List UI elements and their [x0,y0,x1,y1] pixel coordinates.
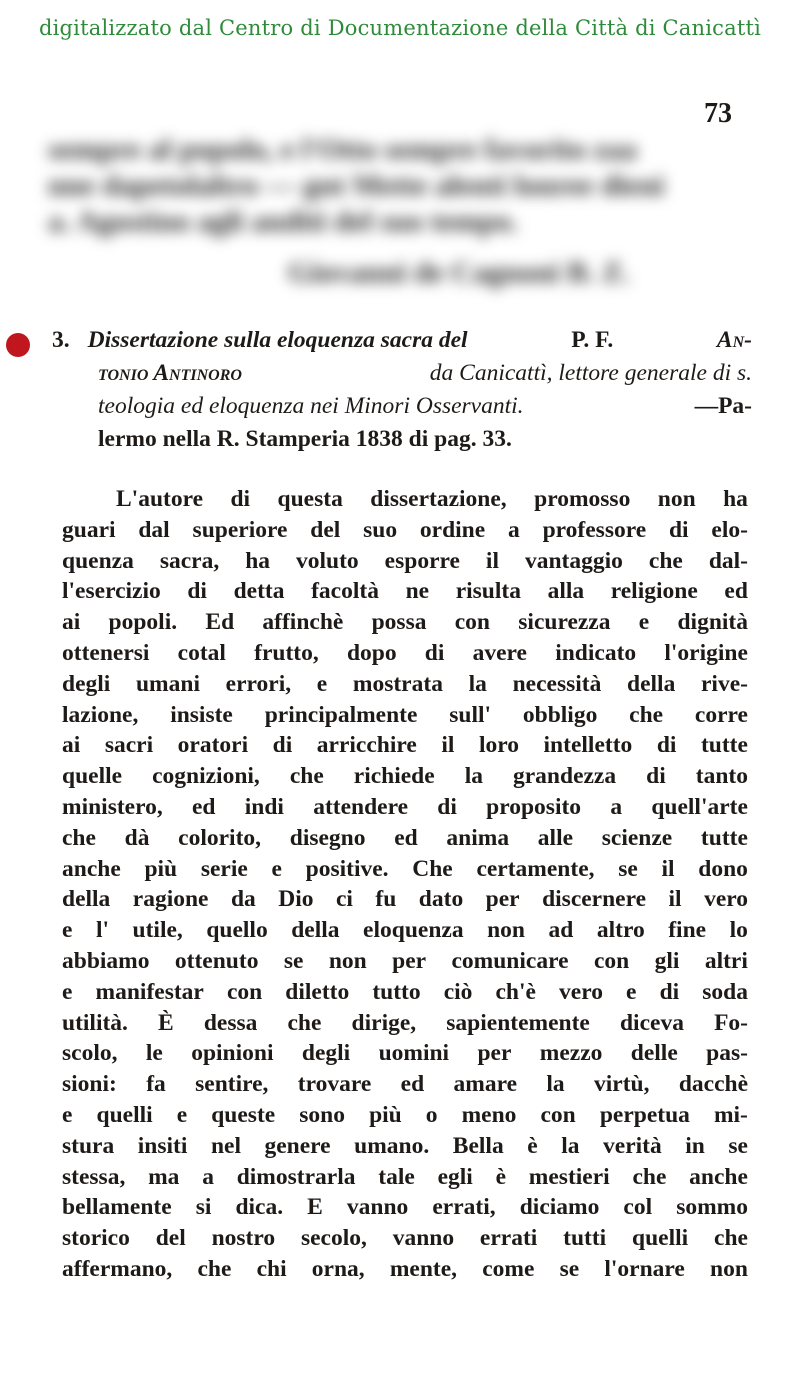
body-word: ma [148,1163,180,1190]
body-word: non [328,947,367,974]
body-line [62,1100,748,1131]
body-word: pas- [706,1040,748,1067]
body-word: necessità [512,670,602,697]
body-word: anche [62,855,121,882]
body-word: tutti [563,1225,607,1252]
body-word: a [610,793,623,820]
body-word: con [593,947,630,974]
body-word: E [307,1194,323,1221]
body-word: sioni: [62,1071,117,1098]
body-word: richiede [353,763,435,790]
body-line [62,946,748,977]
body-word: chi [256,1255,287,1282]
bibliographic-entry [52,324,752,456]
body-word: di [668,516,689,543]
body-word: grandezza [513,763,617,790]
body-word: mente, [389,1255,458,1282]
entry-line-4 [52,423,752,456]
entry-author-initials: P. F. [571,327,614,353]
body-word: Bella [452,1132,504,1159]
body-word: l'origine [664,639,748,666]
body-word: e [176,1101,188,1128]
body-word: dimostrarla [236,1163,356,1190]
body-word: per [477,1040,512,1067]
body-word: e [271,855,282,882]
body-word: verità [603,1132,662,1159]
body-word: con [454,609,490,636]
body-word: l'ornare [604,1255,685,1282]
body-word: il [668,886,682,913]
body-word: il [441,732,455,759]
body-word: ed [400,1071,425,1098]
body-word: se [728,1132,748,1159]
body-word: e [62,1101,73,1128]
body-word: lazione, [62,701,139,728]
body-word: nostro [211,1225,276,1252]
body-word: sicurezza [518,609,611,636]
body-word: delle [630,1040,678,1067]
body-word: ai [62,732,81,759]
body-word: quello [206,917,268,944]
body-word: bellamente [62,1194,172,1221]
body-word: egli [437,1163,473,1190]
body-line [62,792,748,823]
body-word: che [287,1009,322,1036]
body-word: vanno [392,1225,455,1252]
review-body [62,484,748,1285]
body-word: scolo, [62,1040,118,1067]
entry-publication: lermo nella R. Stamperia 1838 di pag. 33. [98,426,512,452]
body-word: altro [596,917,645,944]
redacted-line: sempre al popolo, e l'Otto sempre favorito zaa [48,133,637,166]
body-word: tale [378,1163,415,1190]
body-word: oratori [177,732,249,759]
body-word: suo [363,516,398,543]
body-word: anima [446,824,510,851]
body-word: sacra, [159,547,220,574]
body-word: ministero, [62,793,163,820]
body-word: non [657,486,696,512]
body-word: professore [542,516,647,543]
body-word: discernere [542,886,647,913]
body-word: se [559,1255,580,1282]
body-word: corre [694,701,748,728]
body-word: fu [375,886,397,913]
body-line [62,915,748,946]
body-word: quelli [632,1225,689,1252]
body-word: ed [192,793,216,820]
body-word: ha [245,547,271,574]
body-word: disegno [289,824,366,851]
body-word: mestieri [528,1163,610,1190]
body-line [62,576,748,607]
body-word: di [646,763,666,790]
body-word: che [289,763,324,790]
body-line [62,1069,748,1100]
body-word: se [283,947,304,974]
entry-author-name: tonio Antinoro [98,360,242,386]
body-word: ne [405,578,430,605]
body-word: mi- [713,1101,748,1128]
body-word: opinioni [191,1040,274,1067]
body-word: e [62,917,73,944]
body-word: facoltà [311,578,379,605]
body-word: di [272,732,293,759]
body-word: dissertazione, [370,486,507,512]
body-word: dirige, [351,1009,417,1036]
body-word: sentire, [195,1071,269,1098]
body-word: uomini [378,1040,450,1067]
body-word: l' [95,917,110,944]
entry-line-1 [52,324,752,357]
body-word: degli [301,1040,351,1067]
body-word: ad [548,917,574,944]
body-word: quenza [62,547,134,574]
body-word: loro [478,732,519,759]
body-word: scienze [601,824,673,851]
body-word: eloquenza [363,917,464,944]
body-word: abbiamo [62,947,150,974]
body-word: dal [138,516,170,543]
body-word: risulta [455,578,521,605]
body-word: diletto [285,978,350,1005]
body-word: che [648,547,683,574]
entry-author-origin: da Canicattì, lettore generale di s. [429,360,752,386]
body-word: mezzo [539,1040,603,1067]
body-word: la [464,763,483,790]
body-line [62,761,748,792]
body-word: di [187,578,207,605]
body-word: ragione [132,886,209,913]
body-word: non [710,1255,748,1282]
body-word: amare [453,1071,518,1098]
body-word: la [561,1132,580,1159]
body-word: del [310,516,341,543]
body-word: quelle [62,763,123,790]
body-word: per [485,886,520,913]
body-word: genere [264,1132,331,1159]
body-word: e [626,978,637,1005]
body-word: non [487,917,525,944]
body-word: utilità. [62,1009,128,1036]
body-word: altri [704,947,748,974]
body-word: esporre [384,547,460,574]
body-word: alle [537,824,574,851]
body-word: il [485,547,499,574]
body-word: di [656,732,677,759]
body-word: ordine [419,516,486,543]
body-word: col [623,1194,653,1221]
body-word: fa [146,1071,166,1098]
redacted-paragraph [48,132,748,240]
body-word: possa [371,609,427,636]
body-word: utile, [132,917,183,944]
digitization-watermark: digitalizzato dal Centro di Documentazione della Città di Canicattì [38,16,762,40]
body-word: dignità [677,609,748,636]
body-word: sacri [104,732,154,759]
body-word: obbligo [522,701,598,728]
body-line [62,1192,748,1223]
body-word: diceva [619,1009,684,1036]
body-word: errati [479,1225,538,1252]
body-word: di [659,978,680,1005]
body-word: si [195,1194,212,1221]
body-word: è [527,1132,538,1159]
body-word: errori, [225,670,292,697]
body-word: errati, [432,1194,496,1221]
body-word: il [661,855,675,882]
body-word: indi [244,793,284,820]
body-word: o [425,1101,438,1128]
body-word: a [508,516,520,543]
body-word: ed [724,578,748,605]
body-word: e [638,609,650,636]
body-word: queste [211,1101,276,1128]
body-word: della [291,917,340,944]
body-word: mostrata [352,670,443,697]
body-line [62,1008,748,1039]
body-word: che [714,1225,748,1252]
body-word: comunicare [451,947,569,974]
body-word: alla [547,578,585,605]
body-word: quelli [96,1101,153,1128]
body-word: cotal [177,639,226,666]
body-word: secolo, [300,1225,367,1252]
body-word: sull' [449,701,492,728]
body-word: virtù, [593,1071,650,1098]
body-word: sono [299,1101,345,1128]
body-line [62,638,748,669]
body-word: da [230,886,256,913]
body-word: ottenuto [174,947,259,974]
redacted-line: nne dapetolaltro — gnt Mette alenti lonree dieni [48,169,665,202]
body-word: vero [559,978,603,1005]
body-line [62,1038,748,1069]
body-word: in [685,1132,705,1159]
body-word: del [155,1225,186,1252]
body-word: elo- [711,516,748,543]
body-word: positive. [305,855,389,882]
body-word: per [392,947,427,974]
body-word: avere [472,639,527,666]
body-word: ch'è [495,978,536,1005]
body-line [62,854,748,885]
body-word: è [495,1163,507,1190]
body-word: la [546,1071,565,1098]
body-word: guari [62,516,116,543]
body-word: tutte [700,824,748,851]
body-word: sapientemente [446,1009,590,1036]
body-word: cognizioni, [152,763,260,790]
body-word: ed [394,824,418,851]
body-word: insiste [170,701,233,728]
body-word: che [629,701,664,728]
body-word: più [144,855,178,882]
body-word: dica. [235,1194,284,1221]
body-word: dono [698,855,748,882]
body-word: certamente, [476,855,595,882]
body-word: arricchire [316,732,417,759]
body-word: gli [654,947,680,974]
body-word: vanno [346,1194,409,1221]
body-line [62,484,748,515]
body-word: lo [729,917,748,944]
body-word: indicato [555,639,637,666]
body-word: superiore [192,516,288,543]
body-line [62,1131,748,1162]
entry-title-start: Dissertazione sulla eloquenza sacra del [87,327,468,353]
body-word: Ed [205,609,235,636]
page-number: 73 [704,98,732,129]
red-bullet-marker [6,333,30,357]
body-word: le [145,1040,163,1067]
body-word: e [62,978,73,1005]
body-word: della [627,670,676,697]
body-word: insiti [137,1132,188,1159]
body-line [62,977,748,1008]
body-word: anche [689,1163,748,1190]
body-word: umano. [354,1132,430,1159]
body-line [62,515,748,546]
body-word: vero [704,886,748,913]
body-word: di [230,486,251,512]
body-line [62,730,748,761]
entry-place-start: —Pa- [694,393,752,419]
body-word: fine [668,917,707,944]
body-word: vantaggio [524,547,623,574]
body-word: dal- [708,547,748,574]
body-word: la [468,670,487,697]
body-line [62,1254,748,1285]
body-line [62,1162,748,1193]
body-word: che [197,1255,232,1282]
body-word: più [369,1101,402,1128]
body-word: frutto, [254,639,319,666]
body-word: quell'arte [651,793,748,820]
body-word: L'autore [116,486,204,512]
body-word: manifestar [95,978,204,1005]
body-line [62,607,748,638]
body-word: intelletto [543,732,633,759]
body-word: stessa, [62,1163,126,1190]
body-word: degli [62,670,111,697]
body-word: meno [461,1101,517,1128]
body-word: con [540,1101,576,1128]
body-line [62,700,748,731]
body-word: umani [135,670,200,697]
body-word: ai [62,609,81,636]
body-word: ha [723,486,748,512]
body-word: ci [335,886,353,913]
body-line [62,546,748,577]
body-word: dessa [203,1009,258,1036]
body-word: popoli. [108,609,178,636]
body-word: a [202,1163,214,1190]
entry-number: 3. [52,327,70,353]
entry-line-2 [52,357,752,390]
body-word: dacchè [678,1071,748,1098]
body-word: tutte [700,732,748,759]
body-word: storico [62,1225,130,1252]
body-word: che [632,1163,667,1190]
body-word: l'esercizio [62,578,161,605]
redacted-signature: Giovanni de Cagnoni B. Z. [288,256,630,289]
body-word: con [226,978,263,1005]
body-word: religione [610,578,698,605]
body-word: principalmente [264,701,418,728]
body-word: detta [233,578,285,605]
body-word: dopo [346,639,397,666]
body-word: dà [124,824,150,851]
body-word: È [158,1009,174,1036]
body-word: di [437,793,457,820]
body-word: affinchè [262,609,344,636]
body-word: proposito [486,793,582,820]
entry-author-role: teologia ed eloquenza nei Minori Osservanti. [98,393,524,419]
body-word: voluto [296,547,359,574]
body-word: diciamo [519,1194,600,1221]
body-word: soda [702,978,748,1005]
body-word: e [316,670,328,697]
body-word: come [482,1255,535,1282]
body-word: rive- [701,670,748,697]
entry-line-3 [52,390,752,423]
body-word: nel [210,1132,241,1159]
body-word: della [62,886,111,913]
body-line [62,669,748,700]
redacted-line: a. Agostino agli anditi del suo tempo. [48,205,519,238]
body-word: che [62,824,96,851]
body-word: sommo [676,1194,748,1221]
body-word: di [424,639,445,666]
entry-author-first: An- [716,327,752,353]
body-word: questa [277,486,343,512]
body-line [62,823,748,854]
body-word: attendere [313,793,409,820]
body-word: Fo- [714,1009,748,1036]
body-word: trovare [297,1071,372,1098]
body-word: perpetua [599,1101,690,1128]
body-word: promosso [534,486,631,512]
body-word: Che [412,855,453,882]
body-word: tutto [372,978,421,1005]
body-word: affermano, [62,1255,173,1282]
body-word: Dio [278,886,314,913]
body-word: se [618,855,638,882]
body-line [62,884,748,915]
body-word: tanto [695,763,748,790]
body-word: ottenersi [62,639,150,666]
body-word: dato [418,886,464,913]
body-word: stura [62,1132,115,1159]
body-line [62,1223,748,1254]
body-word: serie [200,855,248,882]
body-word: ciò [443,978,473,1005]
body-word: orna, [311,1255,365,1282]
body-word: colorito, [178,824,262,851]
